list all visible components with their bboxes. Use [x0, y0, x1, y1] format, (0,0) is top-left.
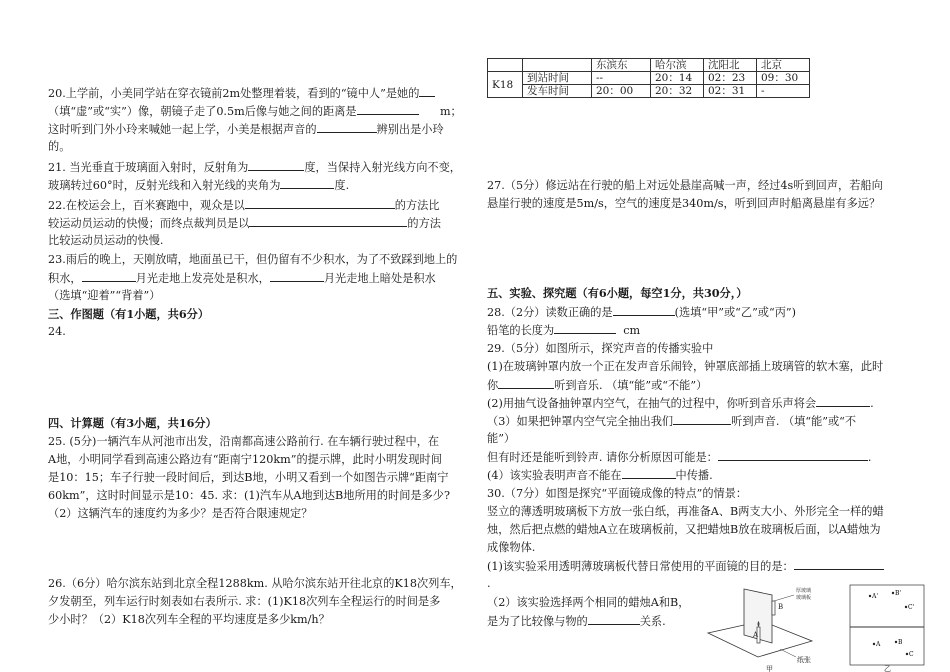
q27-line1: 27.（5分）修远站在行驶的船上对远处悬崖高喊一声，经过4s听到回声，若船向: [487, 179, 883, 192]
q30-line8: 是为了比较像与物的 关系.: [487, 612, 666, 632]
station-1: 东滨东: [592, 59, 651, 72]
arrive-2: 20：14: [651, 72, 704, 85]
q29-line2: (1)在玻璃钟罩内放一个正在发声音乐闹铃，钟罩底部插上玻璃管的软木塞，此时: [487, 360, 884, 373]
timetable-depart-row: [488, 85, 810, 98]
station-3: 沈阳北: [704, 59, 757, 72]
q22-line3: 比较运动员运动的快慢.: [48, 234, 164, 247]
q29-line7: 但有时还是能听到铃声. 请你分析原因可能是： .: [487, 448, 871, 468]
q22-line1: 22.在校运会上，百米赛跑中，观众是以 的方法比: [48, 196, 440, 216]
q20-line3: 这时听到门外小玲来喊她一起上学，小美是根据声音的 辨别出是小玲: [48, 120, 444, 140]
svg-text:B: B: [898, 639, 903, 646]
q30-blank-1[interactable]: [794, 557, 884, 570]
arrive-3: 02：23: [704, 72, 757, 85]
section-5-heading: 五、实验、探究题（有6小题，每空1分，共30分，）: [487, 286, 748, 300]
station-2: 哈尔滨: [651, 59, 704, 72]
q29-blank-2[interactable]: [816, 394, 870, 407]
q30-line5: (1)该实验采用透明薄玻璃板代替日常使用的平面镜的目的是：: [487, 557, 884, 577]
svg-text:A': A': [872, 593, 878, 600]
q25-line1: 25. (5分)一辆汽车从河池市出发，沿南都高速公路前行. 在车辆行驶过程中，在: [48, 435, 440, 448]
q23-blank-1[interactable]: [82, 269, 136, 282]
q29-blank-3[interactable]: [673, 412, 731, 425]
q29-line6: 能”）: [487, 432, 516, 445]
label-a: A: [753, 631, 759, 639]
q23-line3: （选填“迎着”“背着”）: [48, 289, 161, 302]
q20-line2: （填“虚”或“实”）像，朝镜子走了0.5m后像与她之间的距离是 m；: [48, 102, 462, 122]
q20-line1: 20.上学前，小美同学站在穿衣镜前2m处整理着装，看到的“镜中人”是她的: [48, 84, 435, 104]
q21-line1: 21. 当光垂直于玻璃面入射时，反射角为 度，当保持入射光线方向不变，: [48, 158, 461, 178]
train-number: K18: [488, 72, 523, 98]
svg-text:C': C': [908, 604, 915, 611]
q21-blank-2[interactable]: [280, 176, 334, 189]
depart-2: 20：32: [651, 85, 704, 98]
k18-timetable: [487, 58, 810, 98]
arrive-4: 09：30: [757, 72, 810, 85]
depart-3: 02：31: [704, 85, 757, 98]
svg-text:B': B': [895, 590, 902, 597]
depart-4: -: [757, 85, 810, 98]
station-4: 北京: [757, 59, 810, 72]
note-2: 玻璃板: [796, 595, 812, 601]
q20-blank-2[interactable]: [357, 102, 419, 115]
q29-line3: 你 听到音乐. （填“能”或“不能”）: [487, 376, 707, 396]
q30-line7: （2）该实验选择两个相同的蜡烛A和B，: [487, 596, 690, 609]
depart-label: 发车时间: [523, 85, 592, 98]
q24: 24.: [48, 325, 66, 338]
mirror-experiment-figure: [700, 583, 928, 672]
svg-text:C: C: [909, 651, 914, 658]
q28-line2: 铅笔的长度为 cm: [487, 321, 640, 341]
q25-line2: A地，小明同学看到高速公路边有“距南宁120km”的提示牌，此时小明发现时间: [48, 453, 442, 466]
arrive-label: 到站时间: [523, 72, 592, 85]
q29-line8: (4）该实验表明声音不能在 中传播.: [487, 466, 713, 486]
q30-line2: 竖立的薄透明玻璃板下方放一张白纸，再准备A、B两支大小、外形完全一样的蜡: [487, 505, 884, 518]
q20-blank-1[interactable]: [419, 84, 435, 97]
q21-line2: 玻璃转过60°时，反射光线和入射光线的夹角为 度.: [48, 176, 349, 196]
q30-line3: 烛，然后把点燃的蜡烛A立在玻璃板前，又把蜡烛B放在玻璃板后面，以A蜡烛为: [487, 523, 881, 536]
q25-line5: （2）这辆汽车的速度约为多少？是否符合限速规定？: [48, 507, 313, 520]
q26-line1: 26.（6分）哈尔滨东站到北京全程1288km. 从哈尔滨东站开往北京的K18次列车，: [48, 577, 462, 590]
note-1: 厚玻璃: [796, 588, 812, 594]
figure-jia: [708, 587, 812, 672]
section-4-heading: 四、计算题（有3小题，共16分）: [48, 416, 217, 430]
q23-line2: 积水， 月光走地上发亮处是积水， 月光走地上暗处是积水: [48, 269, 436, 289]
q25-line4: 60km”，这时时间显示是10：45. 求：(1)汽车从A地到达B地所用的时间是多少?: [48, 489, 450, 502]
q29-line1: 29.（5分）如图所示，探究声音的传播实验中: [487, 342, 714, 355]
depart-1: 20：00: [592, 85, 651, 98]
q26-line2: 夕发朝至，列车运行时刻表如右表所示. 求：(1)K18次列车全程运行的时间是多: [48, 595, 441, 608]
q25-line3: 是10：15；车子行驶一段时间后，到达B地，小明又看到一个如图告示牌“距南宁: [48, 471, 449, 484]
section-3-heading: 三、作图题（有1小题，共6分）: [48, 307, 210, 321]
label-jia: 甲: [766, 665, 773, 672]
q23-blank-2[interactable]: [270, 269, 324, 282]
q22-line2: 较运动员运动的快慢；而终点裁判员是以 的方法: [48, 214, 441, 234]
q29-line4: (2)用抽气设备抽钟罩内空气，在抽气的过程中，你听到音乐声将会 .: [487, 394, 874, 414]
label-yi: 乙: [884, 665, 891, 672]
q21-blank-1[interactable]: [248, 158, 304, 171]
timetable-arrive-row: [488, 72, 810, 85]
q29-blank-5[interactable]: [622, 466, 676, 479]
q29-blank-1[interactable]: [498, 376, 554, 389]
q30-blank-2[interactable]: [588, 612, 640, 625]
q20-line4: 的。: [48, 140, 71, 153]
q28-line1: 28.（2分）读数正确的是 (选填“甲”或“乙”或“丙”): [487, 303, 796, 323]
q23-line1: 23.雨后的晚上，天刚放晴，地面虽已干，但仍留有不少积水，为了不致踩到地上的: [48, 253, 458, 266]
candle-b: [772, 601, 775, 615]
q29-blank-4[interactable]: [718, 448, 868, 461]
q28-blank-2[interactable]: [554, 321, 616, 334]
q22-blank-2[interactable]: [249, 214, 407, 227]
timetable-header-row: [488, 59, 810, 72]
q26-line3: 少小时？（2）K18次列车全程的平均速度是多少km/h？: [48, 613, 330, 626]
label-b: B: [778, 603, 784, 611]
paper-label: 纸张: [797, 656, 811, 664]
q28-blank-1[interactable]: [613, 303, 675, 316]
q27-line2: 悬崖行驶的速度是5m/s，空气的速度是340m/s，听到回声时船离悬崖有多远？: [487, 197, 881, 210]
q20-blank-3[interactable]: [317, 120, 377, 133]
q30-line4: 成像物体.: [487, 541, 536, 554]
q22-blank-1[interactable]: [245, 196, 395, 209]
figure-yi: [850, 585, 924, 672]
q30-line6: .: [487, 577, 491, 590]
q29-line5: （3）如果把钟罩内空气完全抽出我们 听到声音. （填“能”或“不: [487, 412, 856, 432]
arrive-1: --: [592, 72, 651, 85]
svg-text:A: A: [876, 641, 881, 648]
q30-line1: 30.（7分）如图是探究“平面镜成像的特点”的情景：: [487, 487, 748, 500]
